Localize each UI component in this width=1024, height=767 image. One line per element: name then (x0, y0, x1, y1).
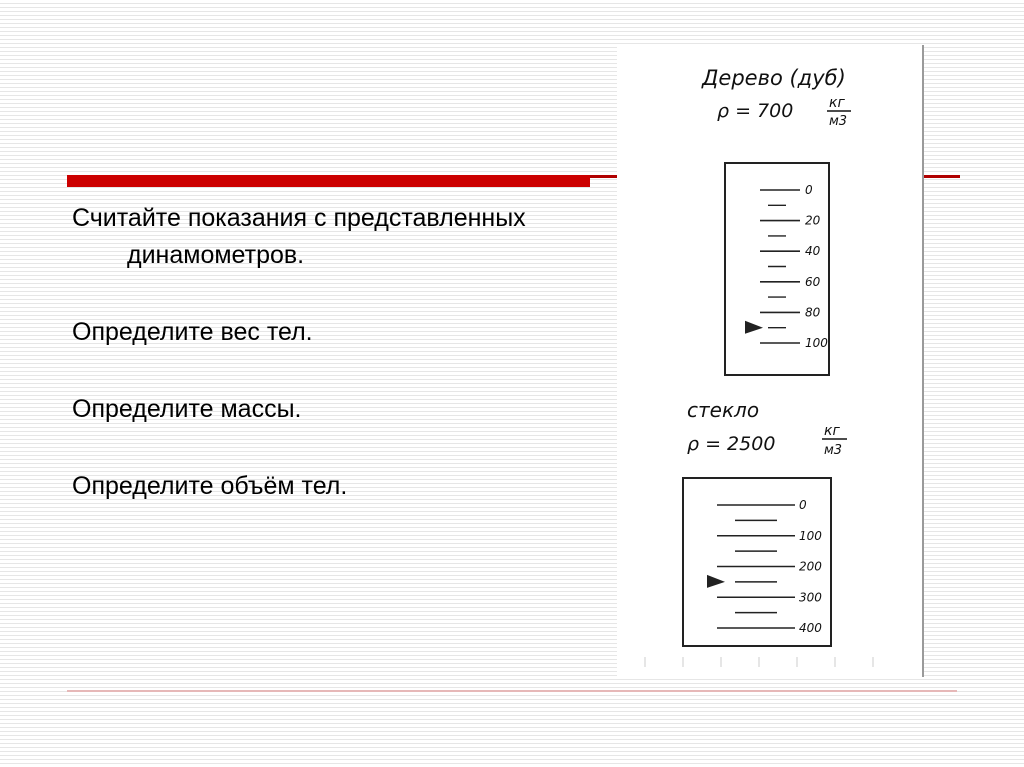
glass-dynamometer (683, 478, 831, 646)
figure-edge (922, 45, 924, 677)
glass-scale-tick-label: 400 (799, 621, 822, 635)
glass-unit-m3: м3 (824, 443, 843, 458)
wood-dynamometer (725, 163, 829, 375)
bullet-determine-mass: Определите массы. (72, 395, 302, 423)
wood-unit-kg: кг (829, 95, 845, 111)
footer-divider (67, 690, 957, 692)
bullet-determine-weight: Определите вес тел. (72, 318, 313, 346)
glass-title: стекло (687, 398, 760, 422)
wood-scale-tick-label: 20 (805, 213, 821, 228)
bottom-faint-marks (645, 657, 873, 667)
wood-scale-pointer (745, 321, 763, 334)
wood-scale-tick-label: 40 (805, 244, 821, 259)
title-accent-bar (67, 175, 590, 187)
wood-density: ρ = 700 (717, 100, 794, 122)
glass-scale-tick-label: 0 (799, 498, 807, 512)
dynamometer-drawing (617, 45, 924, 677)
bullet-list (72, 200, 592, 545)
wood-unit-m3: м3 (829, 114, 848, 129)
glass-unit-kg: кг (824, 423, 840, 439)
glass-density: ρ = 2500 (687, 433, 776, 455)
wood-title: Дерево (дуб) (702, 66, 846, 90)
wood-scale-tick-label: 100 (805, 336, 828, 350)
bullet-determine-volume: Определите объём тел. (72, 472, 348, 500)
glass-scale-tick-label: 100 (799, 528, 822, 543)
wood-scale-tick-label: 80 (805, 305, 821, 320)
glass-scale-tick-label: 200 (799, 559, 822, 574)
glass-scale-tick-label: 300 (799, 590, 822, 605)
bullet-read-dynamometers: Считайте показания с представленных динамометров. (72, 204, 526, 269)
glass-scale-pointer (707, 575, 725, 588)
dynamometer-figure (617, 45, 924, 677)
wood-scale-tick-label: 0 (805, 183, 813, 197)
wood-scale-tick-label: 60 (805, 274, 821, 289)
